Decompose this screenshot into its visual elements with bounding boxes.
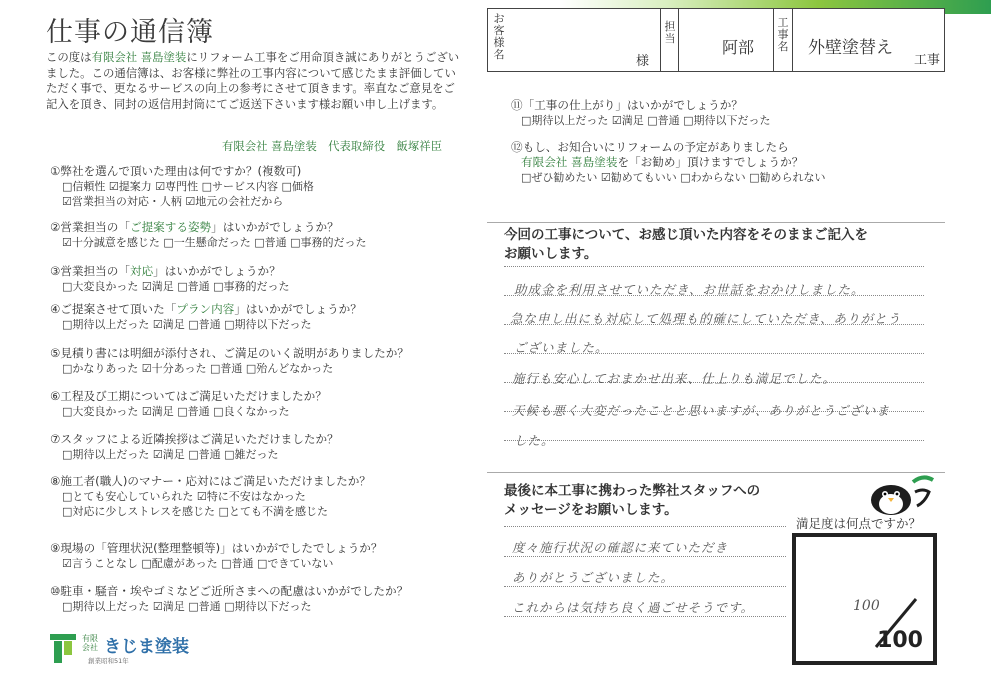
- question-11: [511, 98, 951, 128]
- header-divider: [660, 9, 661, 71]
- question-text: ⑤見積り書には明細が添付され、ご満足のいく説明がありましたか？: [50, 346, 409, 360]
- handwritten-line: 助成金を利用させていただき、お世話をおかけしました。: [514, 282, 865, 297]
- handwritten-line: ありがとうございました。: [512, 570, 675, 585]
- question-text: ①弊社を選んで頂いた理由は何ですか？(複数可): [50, 164, 302, 178]
- header-divider: [678, 9, 679, 71]
- page-title: 仕事の通信簿: [46, 17, 214, 48]
- intro-part1: この度は: [46, 50, 92, 64]
- question-options[interactable]: □ぜひ勧めたい ☑勧めてもいい □わからない □勧められない: [521, 171, 826, 184]
- question-text: ⑩駐車・騒音・埃やゴミなどご近所さまへの配慮はいかがでしたか？: [50, 584, 409, 598]
- logo-prefix: 有限会社: [82, 634, 98, 652]
- question-options[interactable]: ☑言うことなし □配慮があった □普通 □できていない: [62, 557, 334, 570]
- question-options[interactable]: □期待以上だった ☑満足 □普通 □雑だった: [62, 448, 279, 461]
- question-7: [50, 432, 460, 462]
- question-3: [50, 264, 460, 294]
- question-5: [50, 346, 460, 376]
- question-text-2: 有限会社 喜島塗装を「お勧め」頂けますでしょうか？: [521, 155, 804, 169]
- customer-header-box: [487, 8, 945, 72]
- handwritten-line: 施行も安心しておまかせ出来、仕上りも満足でした。: [512, 371, 837, 386]
- staff-message-label: 最後に本工事に携わった弊社スタッフへの メッセージをお願いします。: [504, 483, 761, 518]
- question-text: ④ご提案させて頂いた「プラン内容」はいかがでしょうか？: [50, 302, 362, 316]
- question-text: ②営業担当の「ご提案する姿勢」はいかがでしょうか？: [50, 220, 339, 234]
- question-8: [50, 474, 460, 519]
- question-text: ⑥工程及び工期についてはご満足いただけましたか？: [50, 389, 327, 403]
- impressions-label: 今回の工事について、お感じ頂いた内容をそのままご記入を お願いします。: [504, 227, 868, 262]
- handwritten-line: した。: [514, 433, 555, 448]
- tanto-label: 担 当: [664, 20, 676, 45]
- question-options[interactable]: □大変良かった ☑満足 □普通 □良くなかった: [62, 405, 290, 418]
- penguin-mascot-icon: [869, 472, 939, 520]
- question-4: [50, 302, 460, 332]
- question-options[interactable]: □期待以上だった ☑満足 □普通 □期待以下だった: [62, 318, 312, 331]
- question-text: ⑦スタッフによる近隣挨拶はご満足いただけましたか？: [50, 432, 339, 446]
- section-divider: [487, 222, 945, 223]
- question-options[interactable]: □対応に少しストレスを感じた □とても不満を感じた: [62, 505, 328, 518]
- question-options[interactable]: □信頼性 ☑提案力 ☑専門性 □サービス内容 □価格: [62, 180, 314, 193]
- signature: 有限会社 喜島塗装 代表取締役 飯塚祥臣: [222, 139, 443, 153]
- question-6: [50, 389, 460, 419]
- question-text: ③営業担当の「対応」はいかがでしょうか？: [50, 264, 281, 278]
- question-options[interactable]: □期待以上だった ☑満足 □普通 □期待以下だった: [521, 114, 771, 127]
- question-options[interactable]: □大変良かった ☑満足 □普通 □事務的だった: [62, 280, 290, 293]
- kouji-label: 工 事 名: [777, 16, 789, 53]
- intro-company: 有限会社 喜島塗装: [91, 50, 187, 64]
- question-options[interactable]: □かなりあった ☑十分あった □普通 □殆んどなかった: [62, 362, 334, 375]
- handwritten-line: 急な申し出にも対応して処理も的確にしていただき、ありがとう: [510, 311, 902, 326]
- question-options[interactable]: ☑営業担当の対応・人柄 ☑地元の会社だから: [62, 195, 284, 208]
- kouji-name[interactable]: 外壁塗替え: [808, 38, 893, 58]
- logo-name: きじま塗装: [104, 637, 189, 657]
- question-options[interactable]: □とても安心していられた ☑特に不安はなかった: [62, 490, 306, 503]
- question-2: [50, 220, 460, 250]
- kouji-suffix: 工事: [913, 53, 940, 68]
- score-label: 満足度は何点ですか？: [796, 516, 922, 531]
- question-text: ⑫もし、お知合いにリフォームの予定がありましたら: [511, 140, 789, 154]
- question-12: [511, 140, 951, 185]
- question-options[interactable]: □期待以上だった ☑満足 □普通 □期待以下だった: [62, 600, 312, 613]
- customer-name-label: お 客 様 名: [493, 12, 505, 61]
- handwritten-line: ございました。: [514, 340, 609, 355]
- question-text: ⑪「工事の仕上がり」はいかがでしょうか？: [511, 98, 743, 112]
- logo-subtitle: 創業昭和51年: [88, 657, 129, 665]
- tanto-name[interactable]: 阿部: [722, 38, 755, 57]
- score-box[interactable]: [792, 533, 937, 665]
- header-divider: [792, 9, 793, 71]
- score-given: 100: [853, 598, 880, 614]
- question-options[interactable]: ☑十分誠意を感じた □一生懸命だった □普通 □事務的だった: [62, 236, 367, 249]
- handwritten-line: 天候も悪く大変だったことと思いますが、ありがとうございま: [512, 403, 891, 418]
- customer-sama: 様: [636, 54, 650, 69]
- header-divider: [773, 9, 774, 71]
- question-10: [50, 584, 460, 614]
- intro-text: [46, 50, 466, 112]
- question-1: [50, 164, 460, 209]
- question-text: ⑧施工者(職人)のマナー・応対にはご満足いただけましたか？: [50, 474, 371, 488]
- question-9: [50, 541, 460, 571]
- handwritten-line: 度々施行状況の確認に来ていただき: [512, 540, 729, 555]
- company-logo: [50, 632, 189, 668]
- intro-part2: にリフォーム工事をご用命頂き誠にありがとうございました。この通信簿は、お客様に弊社の工事内容について感じたまま評価していただく事で、更なるサービスの向上の参考にさせて頂きます。率直なご意見をご記入を頂き、同封の返信用封筒にてご返送下さいます様お願い申し上げます。: [46, 50, 460, 111]
- handwritten-line: これからは気持ち良く過ごせそうです。: [512, 600, 755, 615]
- logo-mark-icon: [50, 632, 80, 664]
- score-max: 100: [877, 628, 923, 653]
- question-text: ⑨現場の「管理状況(整理整頓等)」はいかがでしたでしょうか？: [50, 541, 383, 555]
